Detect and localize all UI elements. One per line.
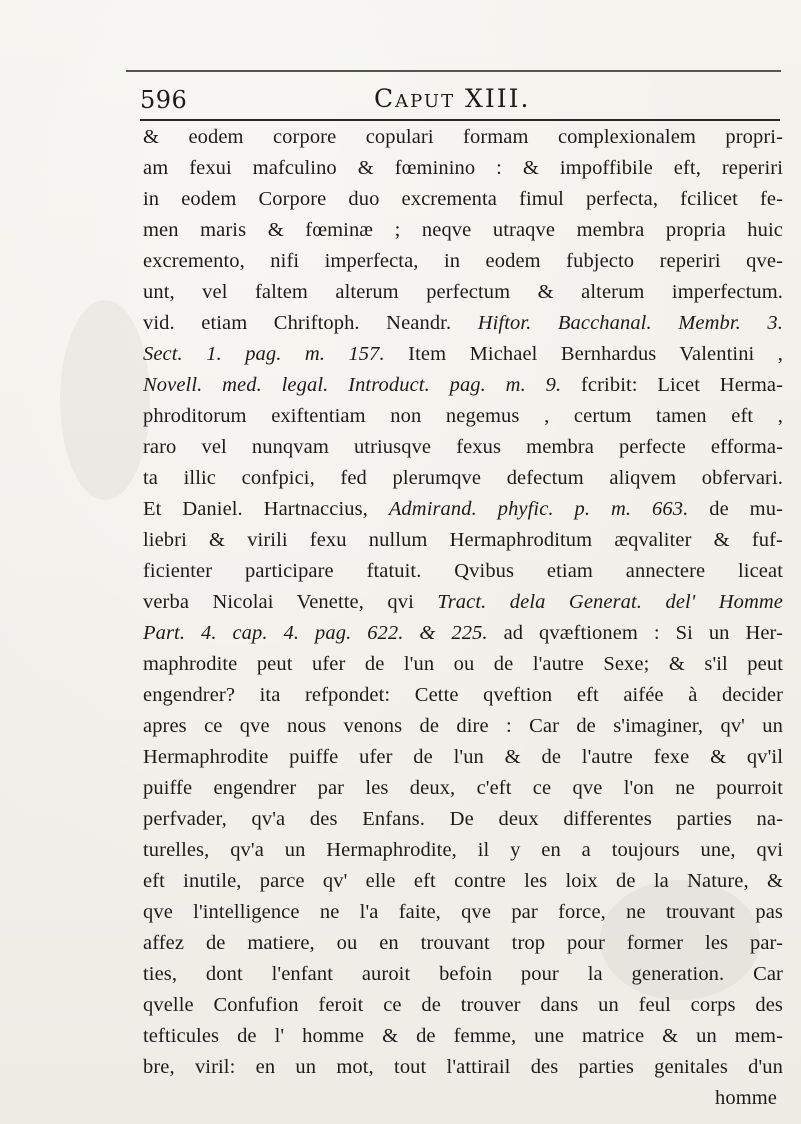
line-text: turelles, qv'a un Hermaphrodite, il y en a toujours une, qvi — [143, 839, 783, 861]
citation-text: Part. 4. cap. 4. pag. 622. & 225. — [143, 622, 488, 644]
line-text: eft inutile, parce qv' elle eft contre les loix de la Nature, & — [143, 870, 783, 892]
line-text: bre, viril: en un mot, tout l'attirail des parties genitales d'un — [143, 1056, 783, 1078]
text-line — [143, 742, 783, 773]
line-text: in eodem Corpore duo excrementa fimul perfecta, fcilicet fe- — [143, 188, 783, 210]
line-text: homme — [715, 1087, 777, 1109]
text-line — [143, 463, 783, 494]
text-line — [143, 525, 783, 556]
line-text: ties, dont l'enfant auroit befoin pour la generation. Car — [143, 963, 783, 985]
line-text: de mu- — [688, 498, 783, 520]
line-text: qve l'intelligence ne l'a faite, qve par force, ne trouvant pas — [143, 901, 783, 923]
text-line — [143, 773, 783, 804]
line-text: & eodem corpore copulari formam complexionalem propri- — [143, 126, 783, 148]
line-text: affez de matiere, ou en trouvant trop pour former les par- — [143, 932, 783, 954]
page-number: 596 — [140, 86, 188, 114]
line-text: ficienter participare ftatuit. Qvibus etiam annectere liceat — [143, 560, 783, 582]
text-line — [143, 866, 783, 897]
text-line — [143, 246, 783, 277]
text-line — [143, 494, 783, 525]
line-text: perfvader, qv'a des Enfans. De deux differentes parties na- — [143, 808, 783, 830]
citation-text: Tract. dela Generat. del' Homme — [437, 591, 783, 613]
text-line — [143, 990, 783, 1021]
page-header — [128, 84, 778, 118]
text-line — [143, 680, 783, 711]
text-line — [143, 370, 783, 401]
body-text — [143, 122, 783, 1114]
line-text: excremento, nifi imperfecta, in eodem fubjecto reperiri qve- — [143, 250, 783, 272]
text-line — [143, 1021, 783, 1052]
text-line — [143, 277, 783, 308]
citation-text: Novell. med. legal. Introduct. pag. m. 9. — [143, 374, 562, 396]
line-text: ta illic confpici, fed plerumqve defectum aliqvem obfervari. — [143, 467, 783, 489]
top-rule — [126, 70, 781, 72]
text-line — [143, 897, 783, 928]
text-line — [143, 618, 783, 649]
line-text: unt, vel faltem alterum perfectum & alterum imperfectum. — [143, 281, 783, 303]
line-text: fcribit: Licet Herma- — [561, 374, 783, 396]
text-line — [143, 184, 783, 215]
line-text: verba Nicolai Venette, qvi — [143, 591, 438, 613]
text-line — [143, 339, 783, 370]
line-text: puiffe engendrer par les deux, c'eft ce qve l'on ne pourroit — [143, 777, 783, 799]
text-line — [143, 711, 783, 742]
header-rule — [140, 119, 780, 121]
text-line — [143, 835, 783, 866]
text-line — [143, 587, 783, 618]
line-text: am fexui mafculino & fœminino : & impoffibile eft, reperiri — [143, 157, 783, 179]
text-line — [143, 153, 783, 184]
line-text: men maris & fœminæ ; neqve utraqve membra propria huic — [143, 219, 783, 241]
line-text: engendrer? ita refpondet: Cette qveftion eft aifée à decider — [143, 684, 783, 706]
line-text: raro vel nunqvam utriusqve fexus membra perfecte efforma- — [143, 436, 783, 458]
line-text: vid. etiam Chriftoph. Neandr. — [143, 312, 478, 334]
line-text: qvelle Confufion feroit ce de trouver dans un feul corps des — [143, 994, 783, 1016]
line-text: liebri & virili fexu nullum Hermaphroditum æqvaliter & fuf- — [143, 529, 783, 551]
text-line — [143, 432, 783, 463]
line-text: Item Michael Bernhardus Valentini , — [384, 343, 783, 365]
text-line — [143, 928, 783, 959]
citation-text: Hiftor. Bacchanal. Membr. 3. — [477, 312, 783, 334]
citation-text: Sect. 1. pag. m. 157. — [143, 343, 385, 365]
line-text: Et Daniel. Hartnaccius, — [143, 498, 389, 520]
line-text: Hermaphrodite puiffe ufer de l'un & de l'autre fexe & qv'il — [143, 746, 783, 768]
line-text: tefticules de l' homme & de femme, une matrice & un mem- — [143, 1025, 783, 1047]
text-line — [143, 122, 783, 153]
text-line — [143, 959, 783, 990]
text-line — [143, 308, 783, 339]
citation-text: Admirand. phyfic. p. m. 663. — [388, 498, 689, 520]
line-text: apres ce qve nous venons de dire : Car de s'imaginer, qv' un — [143, 715, 783, 737]
text-line — [143, 1052, 783, 1083]
running-head: Caput XIII. — [374, 84, 531, 113]
text-line — [143, 556, 783, 587]
line-text: maphrodite peut ufer de l'un ou de l'autre Sexe; & s'il peut — [143, 653, 783, 675]
text-line — [143, 649, 783, 680]
line-text: phroditorum exiftentiam non negemus , certum tamen eft , — [143, 405, 783, 427]
text-line — [143, 401, 783, 432]
text-line — [143, 215, 783, 246]
text-line — [143, 804, 783, 835]
paper-stain — [60, 300, 150, 500]
text-line — [143, 1083, 783, 1114]
line-text: ad qvæftionem : Si un Her- — [487, 622, 783, 644]
